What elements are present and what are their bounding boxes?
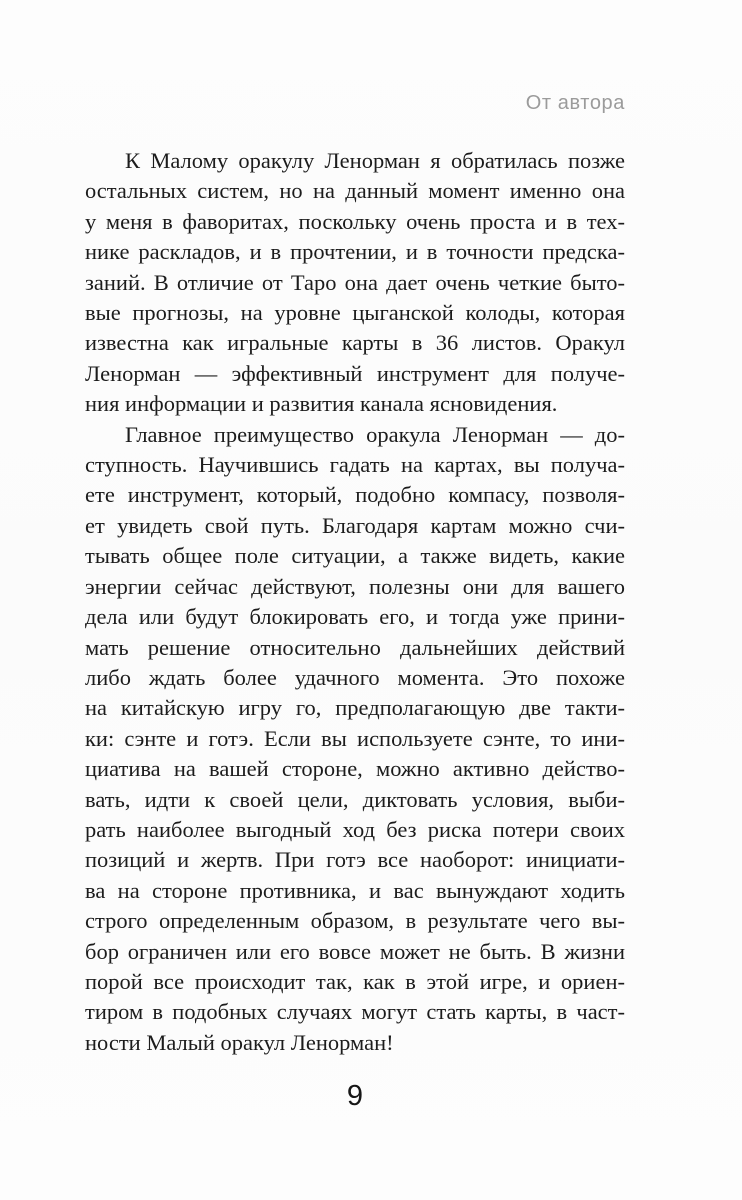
text-line: мать решение относительно дальнейших действий (85, 634, 625, 660)
text-line: известна как игральные карты в 36 листов. Оракул (85, 330, 625, 356)
paragraph (85, 420, 625, 1059)
text-line: ности Малый оракул Ленорман! (85, 1029, 394, 1055)
text-line: ния информации и развития канала ясновидения. (85, 391, 558, 417)
text-line: циатива на вашей стороне, можно активно действо- (85, 756, 625, 782)
text-line: энергии сейчас действуют, полезны они для вашего (85, 573, 625, 599)
text-line: строго определенным образом, в результате чего вы- (85, 908, 625, 934)
text-line: Ленорман — эффективный инструмент для получе- (85, 360, 625, 386)
text-line: рать наиболее выгодный ход без риска потери своих (85, 816, 625, 842)
text-line: Главное преимущество оракула Ленорман — до- (125, 421, 625, 447)
text-line: тывать общее поле ситуации, а также видеть, какие (85, 543, 625, 569)
text-line: либо ждать более удачного момента. Это похоже (85, 664, 625, 690)
text-line: порой все происходит так, как в этой игре, и ориен- (85, 968, 625, 994)
text-line: на китайскую игру го, предполагающую две такти- (85, 695, 625, 721)
paragraph (85, 146, 625, 420)
text-line: дела или будут блокировать его, и тогда уже прини- (85, 604, 625, 630)
running-header: От автора (525, 92, 625, 114)
text-line: у меня в фаворитах, поскольку очень проста и в тех- (85, 208, 625, 234)
text-line: ете инструмент, который, подобно компасу, позволя- (85, 482, 625, 508)
text-line: тиром в подобных случаях могут стать карты, в част- (85, 999, 625, 1025)
text-line: К Малому оракулу Ленорман я обратилась позже (125, 148, 625, 173)
page-number: 9 (346, 1080, 364, 1112)
text-line: заний. В отличие от Таро она дает очень четкие быто- (85, 269, 625, 295)
body-text-block (85, 146, 625, 1058)
text-line: остальных систем, но на данный момент именно она (85, 178, 625, 204)
text-line: вать, идти к своей цели, диктовать условия, выби- (85, 786, 625, 812)
text-line: ступность. Научившись гадать на картах, вы получа- (85, 452, 625, 478)
text-line: ва на стороне противника, и вас вынуждают ходить (85, 877, 625, 903)
text-line: бор ограничен или его вовсе может не быть. В жизни (85, 938, 625, 964)
text-line: ки: сэнте и готэ. Если вы используете сэнте, то ини- (85, 725, 625, 751)
text-line: вые прогнозы, на уровне цыганской колоды, которая (85, 300, 625, 326)
text-line: нике раскладов, и в прочтении, и в точности предска- (85, 239, 625, 265)
text-line: позиций и жертв. При готэ все наоборот: инициати- (85, 847, 625, 873)
text-line: ет увидеть свой путь. Благодаря картам можно счи- (85, 512, 625, 538)
